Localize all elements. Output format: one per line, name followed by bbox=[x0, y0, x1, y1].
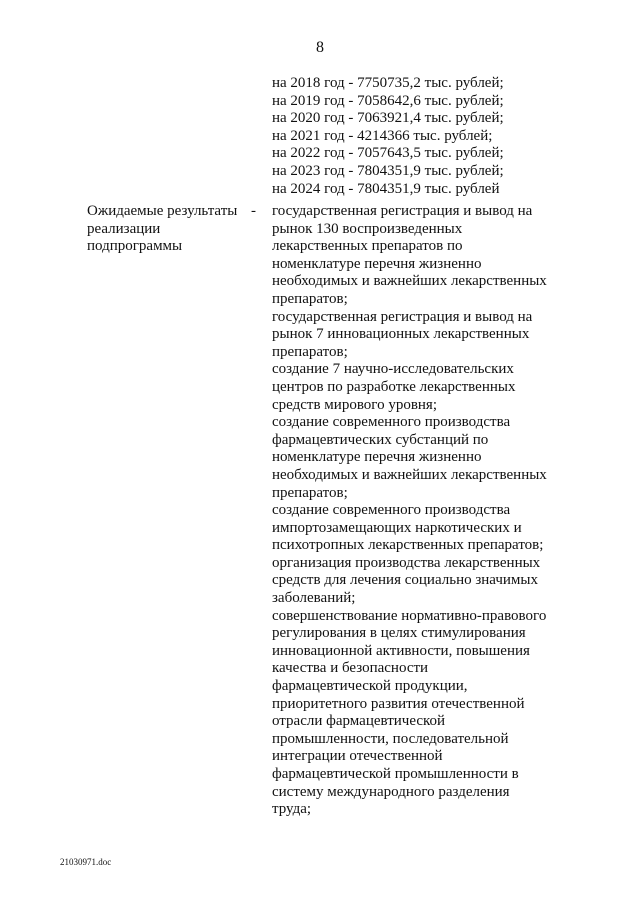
result-line: фармацевтических субстанций по bbox=[272, 431, 489, 448]
funding-list bbox=[272, 75, 602, 198]
result-line: фармацевтической продукции, bbox=[272, 678, 468, 695]
funding-line: на 2021 год - 4214366 тыс. рублей; bbox=[272, 127, 493, 144]
result-line: необходимых и важнейших лекарственных bbox=[272, 466, 547, 483]
result-line: отрасли фармацевтической bbox=[272, 713, 446, 730]
result-line: регулирования в целях стимулирования bbox=[272, 625, 526, 642]
result-line: совершенствование нормативно-правового bbox=[272, 607, 547, 624]
funding-line: на 2024 год - 7804351,9 тыс. рублей bbox=[272, 180, 500, 197]
page-number: 8 bbox=[316, 39, 324, 56]
result-line: препаратов; bbox=[272, 484, 348, 501]
section-label-line: реализации bbox=[87, 220, 161, 237]
result-line: фармацевтической промышленности в bbox=[272, 766, 519, 782]
result-line: организация производства лекарственных bbox=[272, 554, 541, 571]
result-line: лекарственных препаратов по bbox=[272, 238, 463, 255]
funding-line: на 2020 год - 7063921,4 тыс. рублей; bbox=[272, 110, 504, 127]
result-line: рынок 7 инновационных лекарственных bbox=[272, 326, 530, 343]
result-line: необходимых и важнейших лекарственных bbox=[272, 273, 547, 290]
result-line: препаратов; bbox=[272, 343, 348, 360]
result-line: труда; bbox=[272, 801, 312, 818]
result-line: импортозамещающих наркотических и bbox=[272, 519, 522, 536]
result-line: государственная регистрация и вывод на bbox=[272, 308, 533, 325]
results-list bbox=[272, 203, 602, 819]
section-dash: - bbox=[251, 203, 256, 219]
result-line: инновационной активности, повышения bbox=[272, 642, 530, 659]
result-line: создание 7 научно-исследовательских bbox=[272, 361, 514, 378]
result-line: качества и безопасности bbox=[272, 660, 429, 677]
result-line: средств мирового уровня; bbox=[272, 396, 437, 413]
section-label-line: Ожидаемые результаты bbox=[87, 203, 238, 219]
result-line: препаратов; bbox=[272, 290, 348, 307]
result-line: номенклатуре перечня жизненно bbox=[272, 255, 482, 272]
funding-line: на 2022 год - 7057643,5 тыс. рублей; bbox=[272, 145, 504, 162]
result-line: психотропных лекарственных препаратов; bbox=[272, 537, 544, 554]
result-line: номенклатуре перечня жизненно bbox=[272, 449, 482, 466]
result-line: промышленности, последовательной bbox=[272, 730, 509, 747]
result-line: заболеваний; bbox=[272, 590, 356, 607]
result-line: создание современного производства bbox=[272, 502, 511, 519]
result-line: государственная регистрация и вывод на bbox=[272, 203, 533, 219]
result-line: средств для лечения социально значимых bbox=[272, 572, 538, 589]
document-code: 21030971.doc bbox=[60, 857, 112, 867]
result-line: создание современного производства bbox=[272, 414, 511, 431]
result-line: интеграции отечественной bbox=[272, 748, 443, 765]
funding-line: на 2018 год - 7750735,2 тыс. рублей; bbox=[272, 75, 504, 91]
result-line: центров по разработке лекарственных bbox=[272, 378, 516, 395]
section-label bbox=[87, 203, 257, 256]
section-label-line: подпрограммы bbox=[87, 238, 183, 255]
result-line: рынок 130 воспроизведенных bbox=[272, 220, 463, 237]
result-line: приоритетного развития отечественной bbox=[272, 695, 525, 712]
funding-line: на 2023 год - 7804351,9 тыс. рублей; bbox=[272, 162, 504, 179]
funding-line: на 2019 год - 7058642,6 тыс. рублей; bbox=[272, 92, 504, 109]
result-line: систему международного разделения bbox=[272, 783, 510, 800]
